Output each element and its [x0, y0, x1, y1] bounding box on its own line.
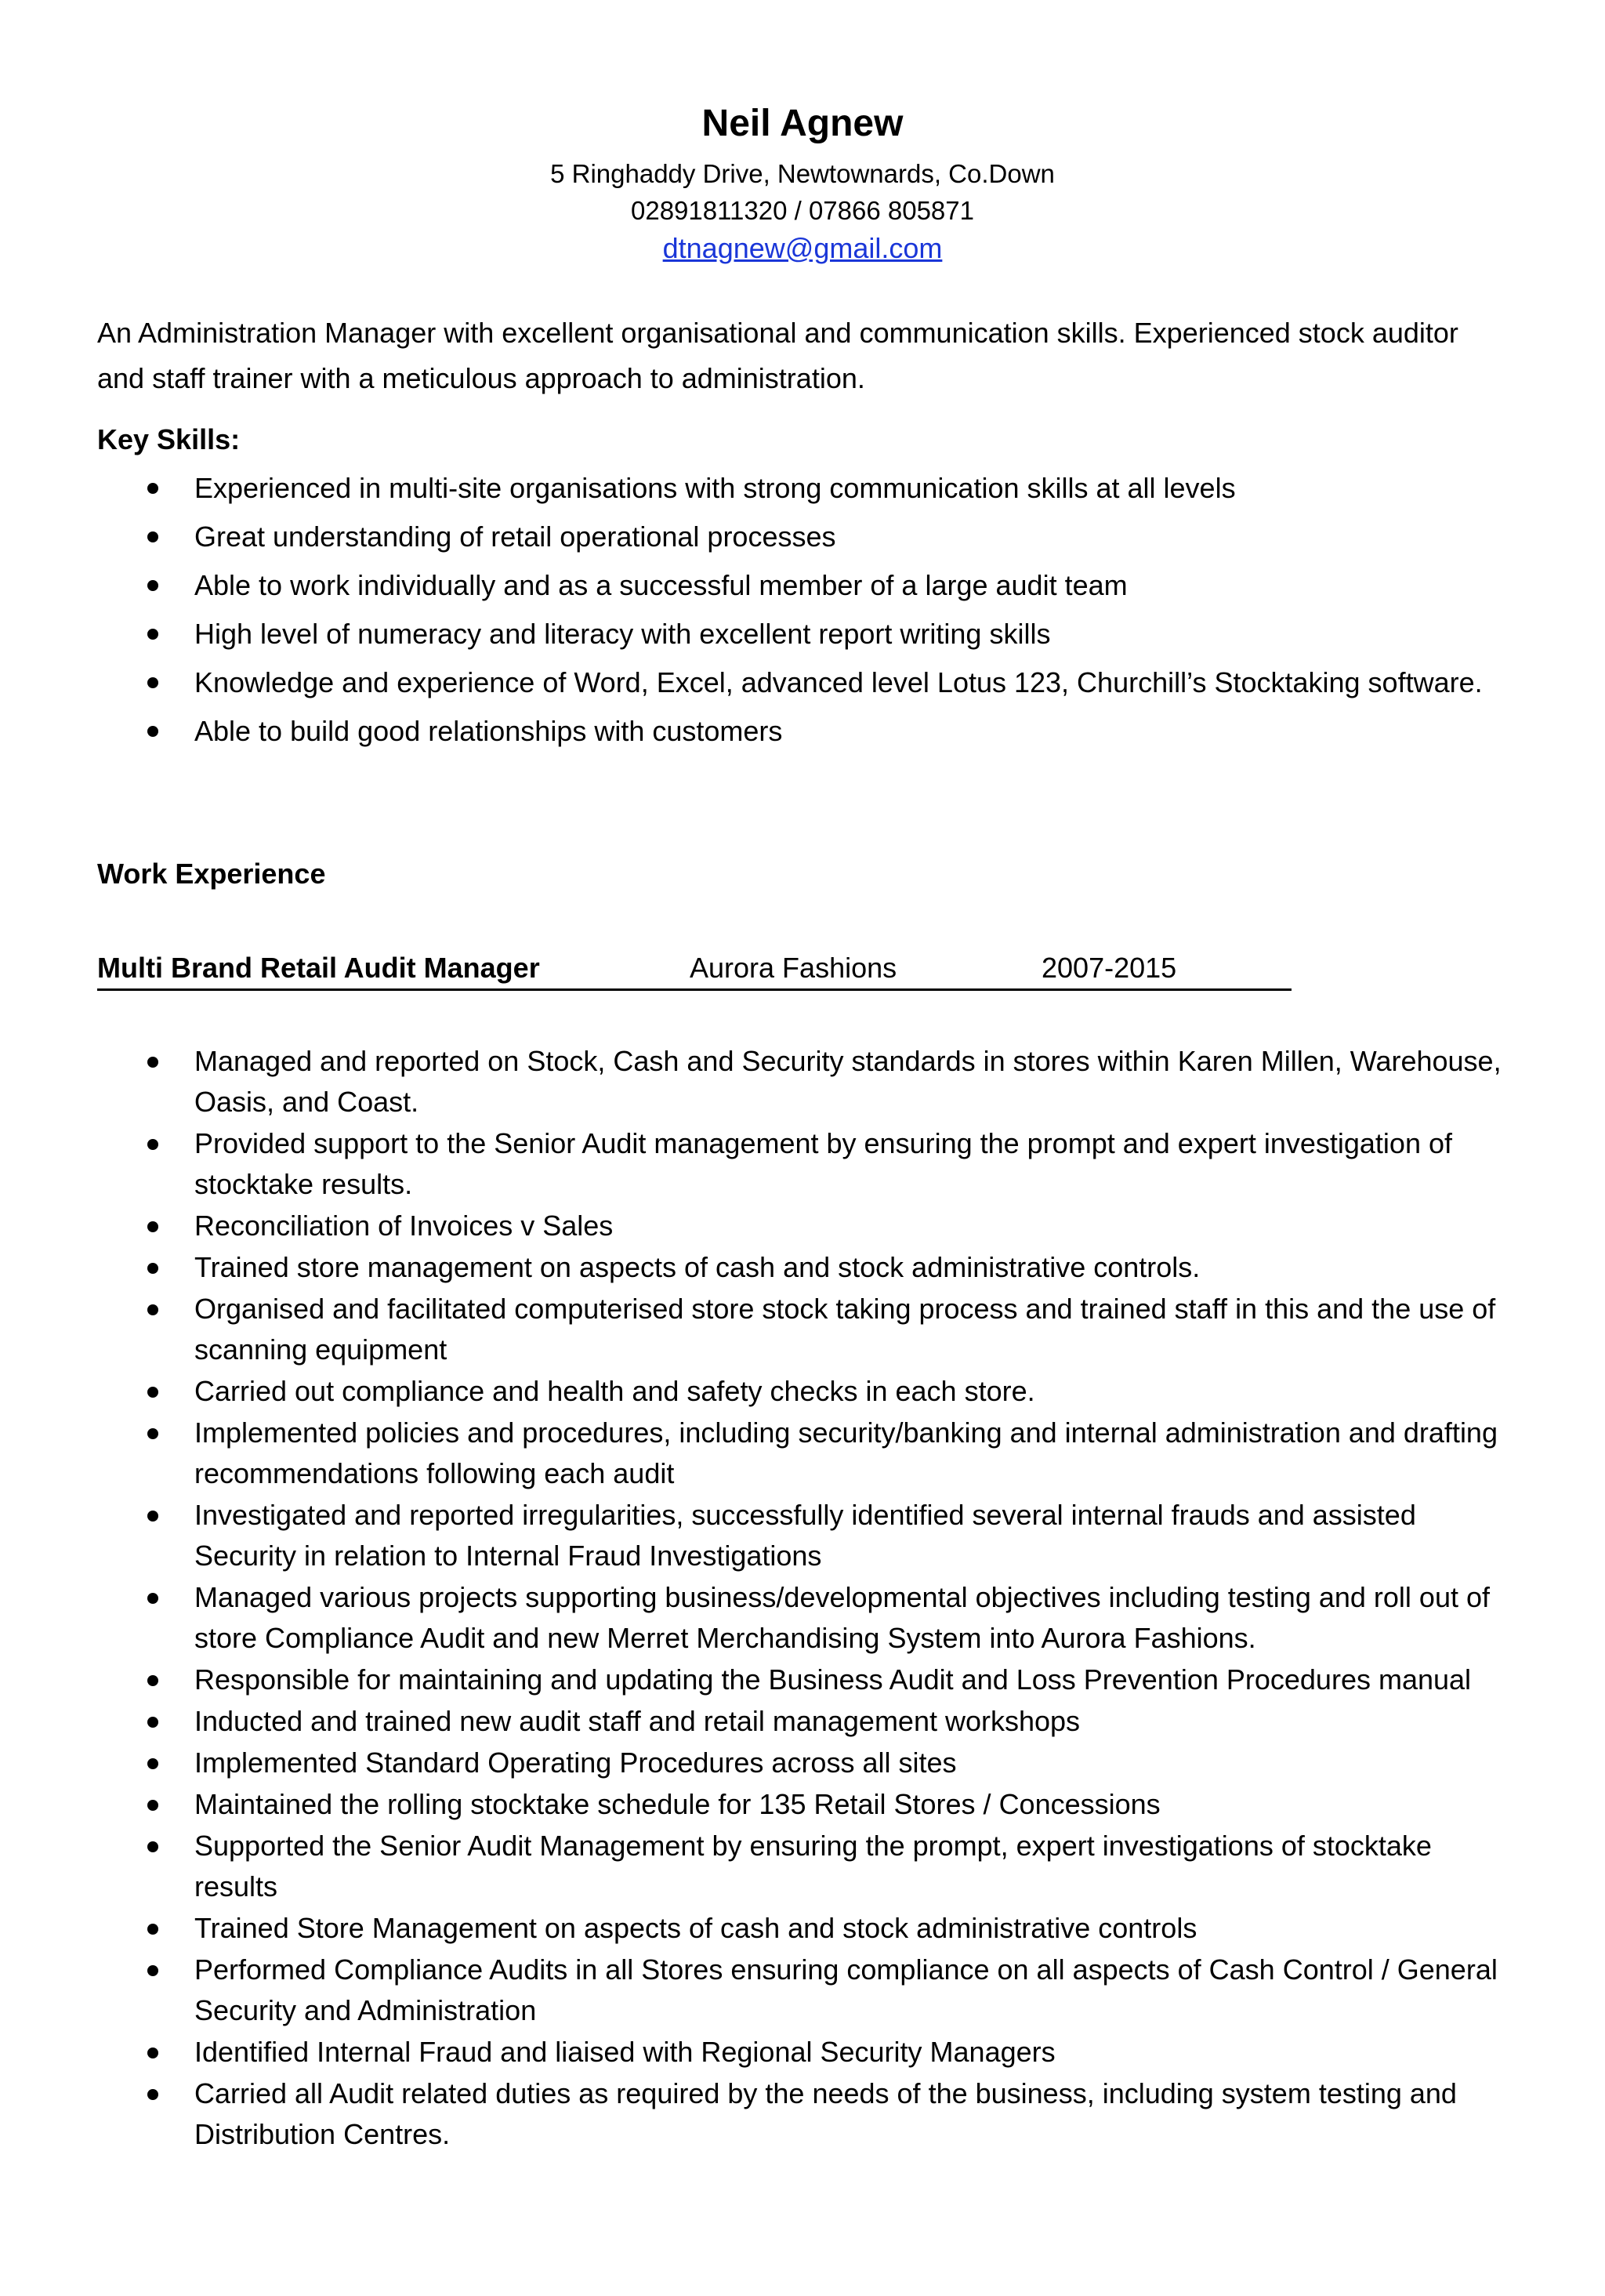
list-item: Performed Compliance Audits in all Stores ensuring compliance on all aspects of Cash Control / General Security and Administration	[0, 1950, 1605, 2031]
bullet-icon	[147, 1593, 158, 1604]
work-experience-heading: Work Experience	[97, 858, 326, 890]
key-skills-heading: Key Skills:	[97, 423, 241, 455]
bullet-icon	[147, 1800, 158, 1811]
bullet-icon	[147, 726, 158, 737]
bullet-icon	[147, 531, 158, 542]
list-item: Responsible for maintaining and updating the Business Audit and Loss Prevention Procedures manual	[0, 1659, 1605, 1700]
list-item: Investigated and reported irregularities, successfully identified several internal frauds and assisted Security in relation to Internal Fraud Investigations	[0, 1495, 1605, 1576]
bullet-icon	[147, 1758, 158, 1769]
job-header	[97, 948, 1292, 991]
bullet-icon	[147, 1428, 158, 1439]
list-item: Knowledge and experience of Word, Excel, advanced level Lotus 123, Churchill’s Stocktaking software.	[0, 660, 1605, 705]
job-company: Aurora Fashions	[690, 952, 897, 984]
list-item: Carried all Audit related duties as required by the needs of the business, including system testing and Distribution Centres.	[0, 2073, 1605, 2155]
list-item: Implemented Standard Operating Procedures across all sites	[0, 1743, 1605, 1783]
list-item: Trained Store Management on aspects of cash and stock administrative controls	[0, 1908, 1605, 1949]
list-item: Provided support to the Senior Audit management by ensuring the prompt and expert investigation of stocktake results.	[0, 1123, 1605, 1205]
list-item: Experienced in multi-site organisations with strong communication skills at all levels	[0, 466, 1605, 511]
bullet-icon	[147, 677, 158, 688]
list-item: Managed and reported on Stock, Cash and Security standards in stores within Karen Millen, Warehouse, Oasis, and Coast.	[0, 1041, 1605, 1123]
job-dates: 2007-2015	[1042, 952, 1177, 984]
bullet-icon	[147, 1057, 158, 1068]
list-item: Able to work individually and as a successful member of a large audit team	[0, 563, 1605, 608]
list-item: Implemented policies and procedures, including security/banking and internal administration and drafting recommendations following each audit	[0, 1413, 1605, 1494]
bullet-icon	[147, 483, 158, 494]
bullet-icon	[147, 1139, 158, 1150]
bullet-icon	[147, 1717, 158, 1728]
list-item: Trained store management on aspects of cash and stock administrative controls.	[0, 1247, 1605, 1288]
list-item: Managed various projects supporting business/developmental objectives including testing and roll out of store Compliance Audit and new Merret Merchandising System into Aurora Fashions.	[0, 1577, 1605, 1659]
bullet-icon	[147, 580, 158, 591]
list-item: Able to build good relationships with customers	[0, 709, 1605, 754]
bullet-icon	[147, 2089, 158, 2100]
bullet-icon	[147, 1221, 158, 1232]
list-item: Reconciliation of Invoices v Sales	[0, 1206, 1605, 1246]
bullet-icon	[147, 1511, 158, 1522]
list-item: Maintained the rolling stocktake schedule for 135 Retail Stores / Concessions	[0, 1784, 1605, 1825]
email-link[interactable]: dtnagnew@gmail.com	[662, 232, 943, 264]
job-duties-list	[0, 1041, 1605, 2156]
bullet-icon	[147, 1675, 158, 1686]
profile-summary: An Administration Manager with excellent organisational and communication skills. Experienced stock auditor and staff trainer with a meticulous approach to administration.	[97, 317, 1458, 394]
list-item: Organised and facilitated computerised store stock taking process and trained staff in this and the use of scanning equipment	[0, 1289, 1605, 1370]
bullet-icon	[147, 1965, 158, 1976]
key-skills-list	[0, 466, 1605, 757]
bullet-icon	[147, 1924, 158, 1935]
list-item: High level of numeracy and literacy with excellent report writing skills	[0, 611, 1605, 657]
bullet-icon	[147, 1841, 158, 1852]
list-item: Great understanding of retail operational processes	[0, 514, 1605, 560]
list-item: Supported the Senior Audit Management by ensuring the prompt, expert investigations of stocktake results	[0, 1826, 1605, 1907]
resume-header	[0, 92, 1605, 268]
job-title: Multi Brand Retail Audit Manager	[97, 952, 540, 984]
list-item: Carried out compliance and health and safety checks in each store.	[0, 1371, 1605, 1412]
bullet-icon	[147, 629, 158, 640]
phone-numbers: 02891811320 / 07866 805871	[631, 196, 974, 225]
bullet-icon	[147, 1304, 158, 1315]
bullet-icon	[147, 1263, 158, 1274]
candidate-name: Neil Agnew	[701, 103, 904, 144]
bullet-icon	[147, 1387, 158, 1398]
bullet-icon	[147, 2048, 158, 2058]
list-item: Identified Internal Fraud and liaised with Regional Security Managers	[0, 2032, 1605, 2073]
address: 5 Ringhaddy Drive, Newtownards, Co.Down	[550, 159, 1055, 188]
list-item: Inducted and trained new audit staff and retail management workshops	[0, 1701, 1605, 1742]
